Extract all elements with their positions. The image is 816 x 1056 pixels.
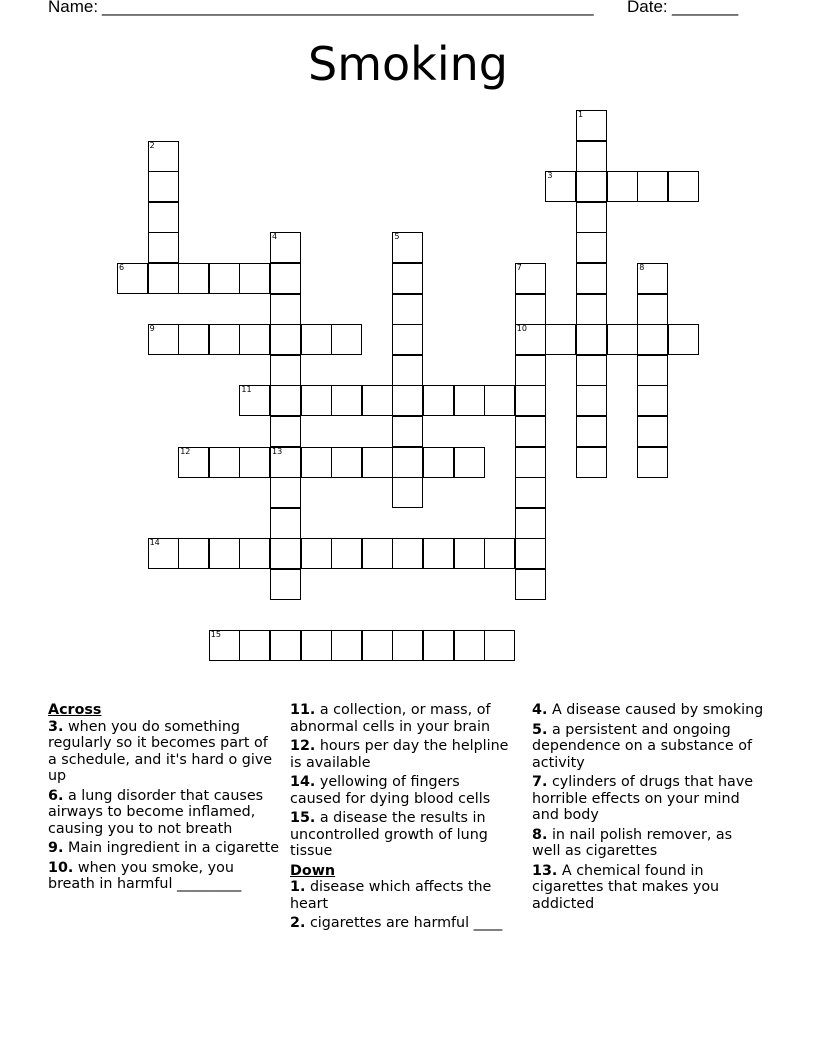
grid-cell[interactable] [576, 232, 607, 263]
grid-cell[interactable] [178, 447, 209, 478]
grid-cell[interactable] [576, 447, 607, 478]
grid-cell[interactable] [270, 538, 301, 569]
clue-number: 4 [272, 232, 278, 242]
grid-cell[interactable] [148, 263, 179, 294]
date-label: Date: [627, 0, 668, 16]
clue-across-3: 3. when you do something regularly so it becomes part of a schedule, and it's hard o give up [48, 718, 273, 784]
grid-cell[interactable] [545, 171, 576, 202]
grid-cell[interactable] [239, 385, 270, 416]
grid-cell[interactable] [423, 447, 454, 478]
clue-number: 8 [639, 263, 645, 272]
clue-number: 5 [394, 232, 400, 242]
grid-cell[interactable] [362, 538, 393, 569]
grid-cell[interactable] [454, 630, 485, 661]
down-heading: Down [290, 862, 336, 879]
grid-cell[interactable] [576, 171, 607, 202]
clue-across-6: 6. a lung disorder that causes airways to become inflamed, causing you to not breath [48, 787, 264, 837]
grid-cell[interactable] [239, 447, 270, 478]
clue-down-4: 4. A disease caused by smoking [532, 702, 764, 718]
clue-down-7: 7. cylinders of drugs that have horrible effects on your mind and body [532, 774, 754, 823]
grid-cell[interactable] [331, 447, 362, 478]
grid-cell[interactable] [668, 171, 699, 202]
grid-cell[interactable] [148, 232, 179, 263]
clue-number: 1 [578, 110, 584, 119]
grid-cell[interactable] [209, 324, 240, 355]
clue-number: 3 [547, 171, 553, 181]
clue-down-8: 8. in nail polish remover, as well as cigarettes [532, 826, 733, 859]
grid-cell[interactable] [331, 385, 362, 416]
grid-cell[interactable] [148, 538, 179, 569]
grid-cell[interactable] [301, 385, 332, 416]
clue-across-12: 12. hours per day the helpline is available [290, 738, 509, 771]
grid-cell[interactable] [576, 416, 607, 447]
clues-column-2 [290, 702, 510, 935]
grid-cell[interactable] [209, 263, 240, 294]
grid-cell[interactable] [515, 355, 546, 386]
grid-cell[interactable] [515, 416, 546, 447]
grid-cell[interactable] [637, 294, 668, 325]
clue-number: 2 [149, 140, 155, 150]
grid-cell[interactable] [178, 263, 209, 294]
grid-cell[interactable] [484, 385, 515, 416]
grid-cell[interactable] [454, 385, 485, 416]
grid-cell[interactable] [209, 630, 240, 661]
grid-cell[interactable] [392, 416, 423, 447]
grid-cell[interactable] [392, 385, 423, 416]
grid-cell[interactable] [576, 202, 607, 233]
grid-cell[interactable] [576, 385, 607, 416]
clue-number: 6 [119, 263, 125, 272]
clue-down-13: 13. A chemical found in cigarettes that makes you addicted [532, 862, 720, 912]
grid-cell[interactable] [637, 416, 668, 447]
grid-cell[interactable] [209, 538, 240, 569]
grid-cell[interactable] [270, 263, 301, 294]
grid-cell[interactable] [576, 294, 607, 325]
grid-cell[interactable] [515, 324, 546, 355]
clues-column-3 [532, 702, 764, 915]
grid-cell[interactable] [270, 477, 301, 508]
grid-cell[interactable] [392, 477, 423, 508]
grid-cell[interactable] [331, 538, 362, 569]
grid-cell[interactable] [515, 538, 546, 569]
grid-cell[interactable] [576, 263, 607, 294]
grid-cell[interactable] [392, 263, 423, 294]
grid-cell[interactable] [576, 355, 607, 386]
clue-number: 10 [516, 324, 527, 334]
grid-cell[interactable] [148, 171, 179, 202]
clue-number: 14 [149, 538, 160, 548]
clues-column-1 [48, 702, 280, 896]
grid-cell[interactable] [270, 630, 301, 661]
grid-cell[interactable] [392, 324, 423, 355]
grid-cell[interactable] [392, 232, 423, 263]
grid-cell[interactable] [576, 141, 607, 172]
name-label: Name: [48, 0, 99, 16]
grid-cell[interactable] [239, 324, 270, 355]
grid-cell[interactable] [178, 538, 209, 569]
grid-cell[interactable] [515, 294, 546, 325]
grid-cell[interactable] [270, 508, 301, 539]
across-heading: Across [48, 702, 102, 718]
date-blank[interactable]: _______ [672, 0, 739, 16]
clue-number: 9 [149, 324, 155, 334]
grid-cell[interactable] [637, 263, 668, 294]
clue-down-2: 2. cigarettes are harmful ____ [290, 915, 503, 931]
grid-cell[interactable] [637, 171, 668, 202]
name-blank[interactable]: ____________________________________________________ [102, 0, 594, 16]
grid-cell[interactable] [270, 447, 301, 478]
grid-cell[interactable] [178, 324, 209, 355]
grid-cell[interactable] [515, 447, 546, 478]
grid-cell[interactable] [301, 630, 332, 661]
grid-cell[interactable] [515, 385, 546, 416]
grid-cell[interactable] [270, 569, 301, 600]
grid-cell[interactable] [637, 355, 668, 386]
grid-cell[interactable] [362, 385, 393, 416]
grid-cell[interactable] [301, 538, 332, 569]
clue-across-10: 10. when you smoke, you breath in harmful _________ [48, 859, 242, 892]
grid-cell[interactable] [148, 141, 179, 172]
grid-cell[interactable] [423, 385, 454, 416]
grid-cell[interactable] [239, 263, 270, 294]
clue-across-14: 14. yellowing of fingers caused for dying blood cells [290, 774, 491, 807]
grid-cell[interactable] [209, 447, 240, 478]
grid-cell[interactable] [576, 110, 607, 141]
clue-across-15: 15. a disease the results in uncontrolled growth of lung tissue [290, 810, 488, 859]
grid-cell[interactable] [392, 355, 423, 386]
grid-cell[interactable] [515, 477, 546, 508]
grid-cell[interactable] [637, 385, 668, 416]
grid-cell[interactable] [239, 538, 270, 569]
clue-number: 15 [210, 630, 221, 640]
grid-cell[interactable] [239, 630, 270, 661]
grid-cell[interactable] [515, 263, 546, 294]
clue-down-1: 1. disease which affects the heart [290, 879, 492, 912]
clue-number: 7 [516, 263, 522, 272]
grid-cell[interactable] [607, 324, 638, 355]
grid-cell[interactable] [270, 355, 301, 386]
grid-cell[interactable] [270, 324, 301, 355]
page-title: Smoking [308, 37, 508, 91]
grid-cell[interactable] [668, 324, 699, 355]
clue-number: 11 [241, 385, 252, 395]
grid-cell[interactable] [270, 294, 301, 325]
grid-cell[interactable] [515, 569, 546, 600]
grid-cell[interactable] [331, 630, 362, 661]
grid-cell[interactable] [392, 630, 423, 661]
grid-cell[interactable] [270, 416, 301, 447]
grid-cell[interactable] [576, 324, 607, 355]
grid-cell[interactable] [362, 630, 393, 661]
clue-number: 12 [180, 446, 191, 456]
grid-cell[interactable] [301, 324, 332, 355]
grid-cell[interactable] [148, 324, 179, 355]
grid-cell[interactable] [484, 630, 515, 661]
grid-cell[interactable] [515, 508, 546, 539]
grid-cell[interactable] [423, 630, 454, 661]
grid-cell[interactable] [270, 232, 301, 263]
grid-cell[interactable] [392, 538, 423, 569]
grid-cell[interactable] [454, 447, 485, 478]
grid-cell[interactable] [392, 447, 423, 478]
grid-cell[interactable] [117, 263, 148, 294]
grid-cell[interactable] [301, 447, 332, 478]
clue-across-11: 11. a collection, or mass, of abnormal cells in your brain [290, 702, 491, 735]
grid-cell[interactable] [607, 171, 638, 202]
grid-cell[interactable] [392, 294, 423, 325]
clue-across-9: 9. Main ingredient in a cigarette [48, 840, 280, 856]
grid-cell[interactable] [148, 202, 179, 233]
grid-cell[interactable] [637, 324, 668, 355]
grid-cell[interactable] [637, 447, 668, 478]
grid-cell[interactable] [423, 538, 454, 569]
clue-down-5: 5. a persistent and ongoing dependence on a substance of activity [532, 721, 753, 771]
grid-cell[interactable] [545, 324, 576, 355]
clue-number: 13 [272, 446, 283, 456]
grid-cell[interactable] [484, 538, 515, 569]
grid-cell[interactable] [362, 447, 393, 478]
grid-cell[interactable] [454, 538, 485, 569]
grid-cell[interactable] [270, 385, 301, 416]
grid-cell[interactable] [331, 324, 362, 355]
